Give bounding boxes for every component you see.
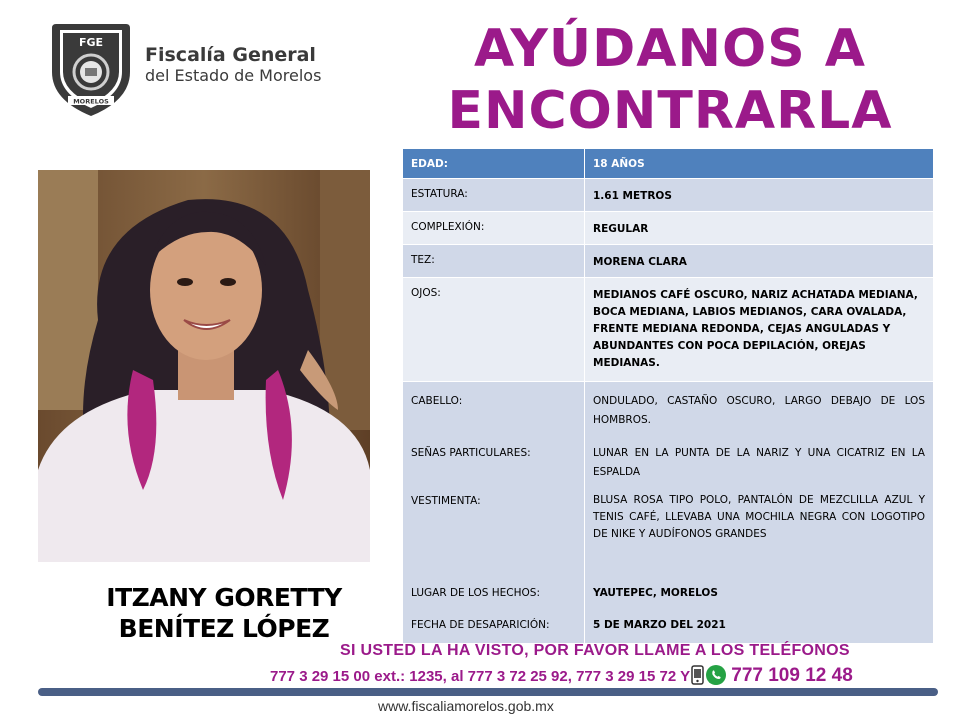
value-fecha: 5 DE MARZO DEL 2021 [593, 619, 726, 631]
value-edad: 18 AÑOS [585, 149, 934, 179]
row-edad [403, 149, 934, 179]
contact-phones: 777 3 29 15 00 ext.: 1235, al 777 3 72 25 92, 777 3 29 15 72 Y [270, 668, 691, 685]
organization-name [145, 44, 321, 86]
phone-icon [691, 665, 704, 685]
row-ojos [403, 278, 934, 382]
value-estatura: 1.61 METROS [585, 179, 934, 212]
label-lugar: LUGAR DE LOS HECHOS: [411, 587, 540, 599]
value-lugar: YAUTEPEC, MORELOS [593, 587, 718, 599]
label-senas: SEÑAS PARTICULARES: [411, 447, 531, 459]
value-tez: MORENA CLARA [585, 245, 934, 278]
headline-line1: AYÚDANOS A [473, 19, 867, 79]
label-tez: TEZ: [403, 245, 585, 278]
missing-person-photo [38, 170, 370, 562]
value-senas: LUNAR EN LA PUNTA DE LA NARIZ Y UNA CICATRIZ EN LA ESPALDA [593, 447, 925, 478]
label-cabello: CABELLO: [411, 395, 463, 407]
headline [400, 18, 940, 142]
details-table [402, 148, 934, 644]
value-complexion: REGULAR [585, 212, 934, 245]
person-name-line2: BENÍTEZ LÓPEZ [118, 614, 330, 643]
value-cabello: ONDULADO, CASTAÑO OSCURO, LARGO DEBAJO DE LOS HOMBROS. [593, 395, 925, 426]
website-link[interactable]: www.fiscaliamorelos.gob.mx [378, 698, 554, 714]
fge-shield-logo [48, 20, 134, 118]
label-estatura: ESTATURA: [403, 179, 585, 212]
contact-line1: SI USTED LA HA VISTO, POR FAVOR LLAME A LOS TELÉFONOS [340, 642, 850, 659]
row-complexion [403, 212, 934, 245]
contact-line2 [270, 664, 853, 687]
contact-whatsapp: 777 109 12 48 [731, 665, 853, 686]
row-tez [403, 245, 934, 278]
badge-bottom-text: MORELOS [73, 97, 109, 106]
row-descripcion [403, 382, 934, 644]
value-ojos: MEDIANOS CAFÉ OSCURO, NARIZ ACHATADA MEDIANA, BOCA MEDIANA, LABIOS MEDIANOS, CARA OVALADA, FRENTE MEDIANA REDONDA, CEJAS ANGULADAS Y ABUNDANTES CON POCA DEPILACIÓN, OREJAS MEDIANAS. [585, 278, 934, 382]
label-fecha: FECHA DE DESAPARICIÓN: [411, 619, 550, 631]
label-complexion: COMPLEXIÓN: [403, 212, 585, 245]
value-vestimenta: BLUSA ROSA TIPO POLO, PANTALÓN DE MEZCLILLA AZUL Y TENIS CAFÉ, LLEVABA UNA MOCHILA NEGRA CON LOGOTIPO DE NIKE Y AUDÍFONOS GRANDES [593, 494, 925, 540]
org-name-line2: del Estado de Morelos [145, 66, 322, 85]
whatsapp-icon [705, 664, 727, 686]
label-edad: EDAD: [403, 149, 585, 179]
row-estatura [403, 179, 934, 212]
label-ojos: OJOS: [403, 278, 585, 382]
badge-text: FGE [78, 36, 104, 49]
footer-rule [38, 688, 938, 696]
person-name-line1: ITZANY GORETTY [106, 583, 342, 612]
label-vestimenta: VESTIMENTA: [411, 495, 481, 507]
org-name-line1: Fiscalía General [145, 44, 316, 66]
headline-line2: ENCONTRARLA [447, 81, 893, 141]
person-name [38, 582, 410, 644]
